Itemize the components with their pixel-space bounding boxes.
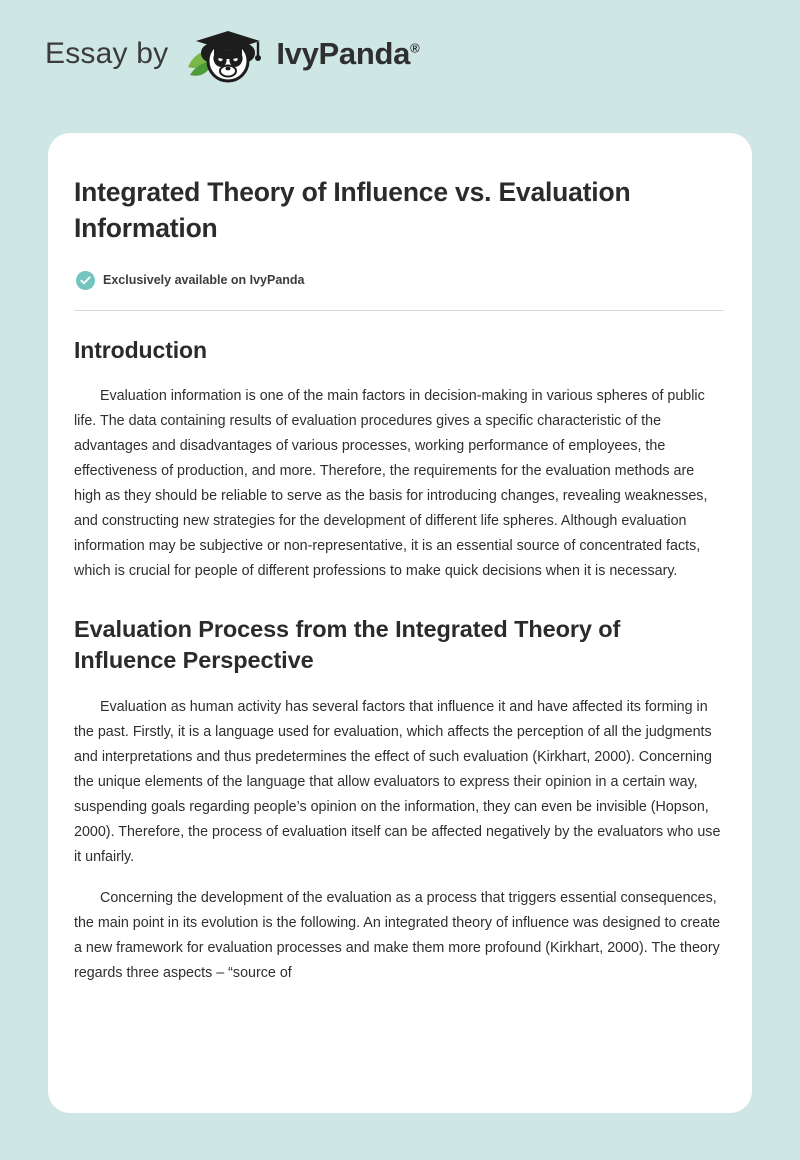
- panda-graduate-icon: [184, 23, 270, 85]
- registered-mark: ®: [410, 40, 420, 56]
- paragraph: Evaluation information is one of the main factors in decision-making in various spheres of public life. The data containing results of evaluation procedures gives a specific characteristic of the advantages and disadvantages of various processes, working performance of employees, the effectiveness of production, and more. Therefore, the requirements for the evaluation methods are high as they should be reliable to serve as the basis for introducing changes, revealing weaknesses, and constructing new strategies for the development of different life spheres. Although evaluation information may be subjective or non-representative, it is an essential source of concentrated facts, which is crucial for people of different professions to make quick decisions when it is necessary.: [74, 387, 708, 579]
- paragraph: Evaluation as human activity has several factors that influence it and have affected its forming in the past. Firstly, it is a language used for evaluation, which affects the perception of all the judgments and interpretations and thus predetermines the effect of such evaluation (Kirkhart, 2000). Concerning the unique elements of the language that allow evaluators to express their opinion in a certain way, suspending goals regarding people’s opinion on the information, they can even be invisible (Hopson, 2000). Therefore, the process of evaluation itself can be affected negatively by the evaluators who use it unfairly.: [74, 699, 721, 866]
- title-divider: [74, 310, 724, 311]
- essay-by-label: Essay by: [45, 37, 169, 70]
- document-card: [48, 133, 752, 1113]
- site-header: [0, 0, 800, 70]
- check-circle-icon: [76, 271, 95, 290]
- exclusive-badge-text: Exclusively available on IvyPanda: [103, 273, 305, 288]
- document-body: [74, 175, 724, 986]
- exclusive-badge: [74, 271, 724, 290]
- brand-name: [276, 36, 419, 72]
- section-heading-introduction: Introduction: [74, 336, 207, 363]
- brand-name-text: IvyPanda: [276, 36, 411, 71]
- section-heading-evaluation-process: Evaluation Process from the Integrated Theory of Influence Perspective: [74, 615, 621, 674]
- ivypanda-logo[interactable]: [184, 23, 419, 85]
- paragraph: Concerning the development of the evaluation as a process that triggers essential consequences, the main point in its evolution is the following. An integrated theory of influence was designed to create a new framework for evaluation processes and make them more profound (Kirkhart, 2000). The theory regards three aspects – “source of: [74, 890, 721, 982]
- page-title: Integrated Theory of Influence vs. Evaluation Information: [74, 177, 631, 243]
